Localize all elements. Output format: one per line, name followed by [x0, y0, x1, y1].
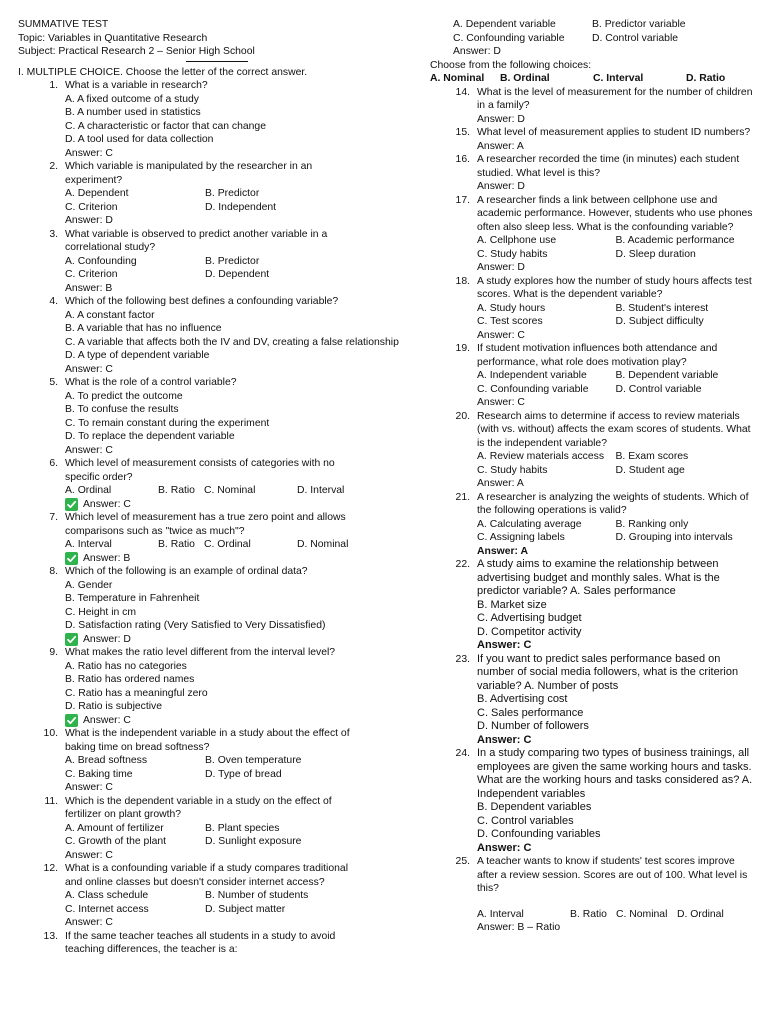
option: B. A variable that has no influence — [65, 323, 222, 334]
option: D. Dependent — [205, 269, 270, 280]
option: C. Baking time — [65, 768, 133, 780]
answer-line — [477, 545, 755, 559]
question-text: A study aims to examine the relationship between advertising budget and monthly sales. What is the predictor variable? A. Sales performance — [477, 558, 720, 597]
question-text: In a study comparing two types of business trainings, all employees are given the same working hours and tasks. What are the working hours and tasks considered as? A. Independent variables — [477, 747, 753, 800]
question-text: What is the role of a control variable? — [65, 377, 237, 388]
question-4 — [18, 295, 399, 376]
question-text: A researcher recorded the time (in minutes) each student studied. What level is this? — [477, 154, 740, 179]
option: D. A tool used for data collection — [65, 134, 214, 145]
answer-text: Answer: C — [477, 639, 532, 651]
question-number: 7. — [49, 512, 58, 523]
title-underline — [186, 61, 248, 62]
option: B. Plant species — [205, 822, 280, 834]
answer-text: Answer: D — [83, 633, 131, 645]
question-text: If student motivation influences both attendance and performance, what role does motivation play? — [477, 343, 718, 368]
question-20 — [430, 410, 755, 491]
option: C. Test scores — [477, 316, 543, 327]
option: C. Assigning labels — [477, 532, 565, 543]
option: D. To replace the dependent variable — [65, 431, 235, 442]
check-icon — [65, 633, 78, 646]
answer-line — [477, 140, 755, 154]
option: C. Criterion — [65, 269, 118, 280]
question-number: 8. — [49, 566, 58, 577]
option: B. Temperature in Fahrenheit — [65, 593, 200, 604]
answer-line — [65, 714, 358, 728]
answer-line — [65, 444, 358, 458]
question-text: What level of measurement applies to student ID numbers? — [477, 127, 751, 138]
answer-text: Answer: B – Ratio — [477, 922, 561, 933]
question-10 — [18, 727, 358, 795]
option: C. Height in cm — [65, 606, 137, 618]
answer-line — [65, 363, 358, 377]
question-number: 5. — [49, 377, 58, 388]
choice-3: C. Interval — [593, 73, 644, 84]
question-text: What is the level of measurement for the number of children in a family? — [477, 86, 753, 111]
option: B. Market size — [477, 598, 547, 611]
question-text: If you want to predict sales performance based on number of social media followers, what is the criterion variable? A. Number of posts — [477, 652, 739, 692]
option: C. Criterion — [65, 201, 118, 213]
option-row — [477, 464, 755, 478]
option-row — [65, 255, 358, 269]
choices-intro: Choose from the following choices: — [430, 59, 592, 71]
option-row — [65, 889, 358, 903]
option: D. Interval — [297, 485, 345, 496]
option: D. Nominal — [297, 539, 349, 550]
option-row — [65, 201, 358, 215]
question-number: 18. — [455, 275, 470, 287]
option-row — [477, 302, 755, 316]
option: A. Ratio has no categories — [65, 660, 187, 672]
answer-line — [65, 633, 358, 647]
question-text: Which of the following best defines a confounding variable? — [65, 296, 339, 307]
option-row — [65, 538, 358, 552]
question-12 — [18, 862, 358, 930]
option: D. A type of dependent variable — [65, 350, 210, 361]
option: B. Ranking only — [615, 518, 689, 530]
question-3 — [18, 228, 358, 296]
answer-line — [65, 552, 358, 566]
question-number: 19. — [455, 343, 470, 354]
question-2 — [18, 160, 358, 228]
question-22 — [430, 558, 755, 653]
answer-text: Answer: C — [65, 363, 113, 375]
option-row — [65, 484, 358, 498]
question-number: 20. — [455, 410, 470, 422]
answer-line — [65, 916, 358, 930]
question-number: 17. — [455, 194, 470, 206]
question-11 — [18, 795, 358, 863]
option-row — [65, 268, 358, 282]
option-row — [65, 768, 358, 782]
answer-text: Answer: C — [83, 498, 131, 510]
option: B. Ratio — [158, 539, 195, 550]
option: B. Predictor — [205, 255, 260, 267]
question-24 — [430, 747, 755, 855]
level-choices — [430, 72, 755, 86]
question-13-continued — [430, 18, 755, 59]
answer-text: Answer: D — [477, 113, 525, 125]
option: C. Confounding variable — [453, 32, 565, 44]
question-text: If the same teacher teaches all students in a study to avoid teaching differences, the teacher is a: — [65, 930, 336, 955]
question-25 — [430, 855, 755, 935]
question-text: Which level of measurement has a true zero point and allows comparisons such as "twice as much"? — [65, 512, 346, 537]
option: D. Satisfaction rating (Very Satisfied to Very Dissatisfied) — [65, 620, 326, 631]
question-text: What is a confounding variable if a study compares traditional and online classes but doesn't consider internet access? — [65, 863, 349, 888]
question-21 — [430, 491, 755, 559]
option: A. Calculating average — [477, 518, 582, 530]
question-number: 23. — [455, 653, 470, 665]
question-number: 2. — [49, 161, 58, 172]
option: A. Dependent — [65, 188, 129, 199]
question-6 — [18, 457, 358, 511]
option: C. Study habits — [477, 464, 548, 476]
answer-text: Answer: A — [477, 478, 524, 489]
option: D. Ratio is subjective — [65, 701, 163, 712]
question-13 — [18, 930, 358, 957]
question-text: A study explores how the number of study hours affects test scores. What is the dependent variable? — [477, 275, 752, 300]
option: C. A variable that affects both the IV and DV, creating a false relationship — [65, 336, 399, 348]
question-text: What variable is observed to predict another variable in a correlational study? — [65, 228, 328, 253]
option: C. Nominal — [616, 908, 668, 920]
answer-text: Answer: C — [65, 849, 113, 861]
option: D. Subject matter — [205, 903, 286, 915]
question-1 — [18, 79, 358, 160]
option: D. Independent — [205, 201, 277, 213]
option: C. Advertising budget — [477, 612, 582, 624]
question-9 — [18, 646, 358, 727]
option: B. Dependent variable — [615, 370, 719, 381]
question-text: A researcher finds a link between cellphone use and academic performance. However, students who use phones often also sleep less. What is the confounding variable? — [477, 194, 753, 233]
question-8 — [18, 565, 358, 646]
option: B. Dependent variables — [477, 801, 592, 813]
option-row — [477, 531, 755, 545]
check-icon — [65, 552, 78, 565]
option: C. Ratio has a meaningful zero — [65, 687, 208, 699]
question-number: 16. — [455, 154, 470, 165]
answer-text: Answer: C — [477, 841, 532, 854]
question-text: What is a variable in research? — [65, 80, 208, 91]
answer-line — [477, 734, 755, 748]
option: C. Internet access — [65, 903, 149, 915]
test-title: SUMMATIVE TEST — [18, 19, 109, 30]
answer-line — [477, 261, 755, 275]
answer-text: Answer: C — [65, 147, 113, 159]
option-row — [477, 234, 755, 248]
question-number: 12. — [43, 863, 58, 874]
option: A. Cellphone use — [477, 235, 557, 246]
option: B. To confuse the results — [65, 404, 179, 415]
option: D. Control variable — [592, 32, 679, 44]
option-row — [65, 835, 358, 849]
answer-line — [477, 921, 755, 935]
question-5 — [18, 376, 358, 457]
answer-text: Answer: C — [65, 444, 113, 456]
option-row — [453, 32, 755, 46]
option: C. Ordinal — [204, 539, 251, 550]
option-row — [477, 908, 755, 922]
question-number: 14. — [455, 86, 470, 98]
answer-line — [65, 214, 358, 228]
question-number: 22. — [455, 559, 470, 570]
option: A. Interval — [477, 908, 524, 920]
option: D. Student age — [615, 464, 685, 476]
question-number: 21. — [455, 491, 470, 503]
question-7 — [18, 511, 358, 565]
question-17 — [430, 194, 755, 275]
answer-text: Answer: C — [65, 917, 113, 928]
question-number: 4. — [49, 296, 58, 307]
option: B. Ratio has ordered names — [65, 674, 195, 685]
option: B. Predictor — [205, 188, 260, 199]
option: D. Number of followers — [477, 720, 589, 732]
option: B. A number used in statistics — [65, 107, 201, 118]
answer-text: Answer: D — [65, 215, 113, 226]
option: C. Control variables — [477, 814, 574, 827]
option: A. Confounding — [65, 255, 137, 267]
question-text: Which level of measurement consists of categories with no specific order? — [65, 458, 335, 483]
option: D. Grouping into intervals — [615, 532, 733, 543]
option: D. Sleep duration — [615, 248, 696, 260]
option: C. Sales performance — [477, 706, 584, 719]
answer-text: Answer: C — [477, 397, 525, 408]
option: B. Advertising cost — [477, 693, 568, 705]
option: A. Ordinal — [65, 485, 112, 496]
question-number: 10. — [43, 728, 58, 739]
question-text: Which of the following is an example of ordinal data? — [65, 566, 308, 577]
option: B. Ratio — [158, 485, 195, 496]
option-row — [477, 383, 755, 397]
option: C. Confounding variable — [477, 383, 589, 395]
option: A. Bread softness — [65, 755, 148, 766]
answer-line: Answer: D — [453, 46, 501, 57]
choice-1: A. Nominal — [430, 73, 485, 84]
option: A. Independent variable — [477, 370, 587, 381]
answer-line — [477, 113, 755, 127]
option: B. Academic performance — [615, 235, 735, 246]
option-row — [477, 248, 755, 262]
test-subject: Subject: Practical Research 2 – Senior High School — [18, 46, 255, 57]
option: A. Amount of fertilizer — [65, 822, 164, 834]
answer-line — [477, 329, 755, 343]
answer-line — [65, 849, 358, 863]
option: A. Class schedule — [65, 890, 149, 901]
option: A. Dependent variable — [453, 19, 556, 30]
option: D. Subject difficulty — [615, 316, 704, 327]
check-icon — [65, 714, 78, 727]
question-23 — [430, 653, 755, 748]
option: D. Competitor activity — [477, 625, 582, 638]
answer-text: Answer: A — [477, 140, 524, 152]
option: A. A fixed outcome of a study — [65, 93, 200, 105]
option: D. Type of bread — [205, 768, 282, 780]
option: A. Gender — [65, 579, 113, 591]
option: C. Nominal — [204, 485, 256, 496]
answer-text: Answer: C — [477, 329, 525, 341]
question-number: 13. — [43, 930, 58, 942]
option-row — [453, 18, 755, 32]
answer-line — [477, 396, 755, 410]
option: B. Predictor variable — [592, 19, 686, 30]
option: C. A characteristic or factor that can change — [65, 120, 266, 132]
answer-text: Answer: C — [477, 733, 532, 746]
answer-line — [65, 147, 358, 161]
option: D. Confounding variables — [477, 828, 601, 840]
option-row — [65, 822, 358, 836]
option: A. Study hours — [477, 302, 546, 314]
question-number: 11. — [44, 795, 58, 807]
option: D. Control variable — [615, 383, 702, 395]
right-question-list — [430, 86, 755, 935]
answer-text: Answer: A — [477, 545, 528, 557]
question-18 — [430, 275, 755, 343]
question-text: What makes the ratio level different from the interval level? — [65, 647, 336, 658]
option: B. Ratio — [570, 908, 607, 920]
question-number: 15. — [455, 127, 470, 138]
option: B. Number of students — [205, 890, 309, 901]
option: C. To remain constant during the experiment — [65, 417, 270, 429]
option-row — [65, 187, 358, 201]
right-column — [430, 18, 755, 935]
answer-text: Answer: B — [83, 552, 131, 564]
answer-line — [477, 842, 755, 856]
answer-text: Answer: B — [65, 282, 113, 294]
option: D. Ordinal — [677, 908, 724, 920]
option-row — [477, 369, 755, 383]
answer-line — [477, 180, 755, 194]
option: A. To predict the outcome — [65, 390, 183, 402]
option-row — [477, 518, 755, 532]
option-row — [477, 315, 755, 329]
question-number: 9. — [49, 647, 58, 658]
answer-text: Answer: C — [65, 782, 113, 793]
option: B. Exam scores — [615, 451, 689, 462]
option: B. Student's interest — [615, 302, 709, 314]
option: A. A constant factor — [65, 309, 155, 321]
question-16 — [430, 153, 755, 194]
answer-line — [65, 781, 358, 795]
test-topic: Topic: Variables in Quantitative Research — [18, 32, 208, 44]
question-text: A teacher wants to know if students' test scores improve after a review session. Scores are out of 100. What level is this? — [477, 856, 748, 894]
question-text: A researcher is analyzing the weights of students. Which of the following operations is valid? — [477, 491, 749, 516]
answer-line — [477, 639, 755, 653]
answer-line — [477, 477, 755, 491]
option: C. Study habits — [477, 248, 548, 260]
option: C. Growth of the plant — [65, 836, 167, 847]
left-question-list — [18, 79, 399, 957]
choice-2: B. Ordinal — [500, 73, 550, 84]
question-text: Which is the dependent variable in a study on the effect of fertilizer on plant growth? — [65, 795, 332, 820]
answer-text: Answer: D — [477, 262, 525, 273]
option-row — [477, 450, 755, 464]
left-column — [18, 18, 399, 957]
question-number: 24. — [455, 748, 470, 759]
question-number: 3. — [49, 228, 58, 240]
option: D. Sunlight exposure — [205, 836, 302, 847]
question-15 — [430, 126, 755, 153]
question-number: 6. — [49, 458, 58, 469]
option-row — [65, 754, 358, 768]
option-row — [65, 903, 358, 917]
answer-text: Answer: D — [477, 181, 525, 192]
choice-4: D. Ratio — [686, 73, 726, 84]
question-text: Research aims to determine if access to review materials (with vs. without) affects the exam scores of students. What is the independent variable? — [477, 410, 751, 449]
question-19 — [430, 342, 755, 410]
question-number: 25. — [455, 856, 470, 867]
question-text: What is the independent variable in a study about the effect of baking time on bread softness? — [65, 728, 350, 753]
question-text: Which variable is manipulated by the researcher in an experiment? — [65, 161, 313, 186]
section-heading: I. MULTIPLE CHOICE. Choose the letter of the correct answer. — [18, 66, 308, 78]
question-number: 1. — [49, 80, 58, 91]
question-14 — [430, 86, 755, 127]
answer-text: Answer: C — [83, 714, 131, 726]
option: B. Oven temperature — [205, 755, 302, 766]
option: A. Review materials access — [477, 451, 605, 462]
answer-line — [65, 498, 358, 512]
answer-line — [65, 282, 358, 296]
option: A. Interval — [65, 539, 112, 550]
check-icon — [65, 498, 78, 511]
